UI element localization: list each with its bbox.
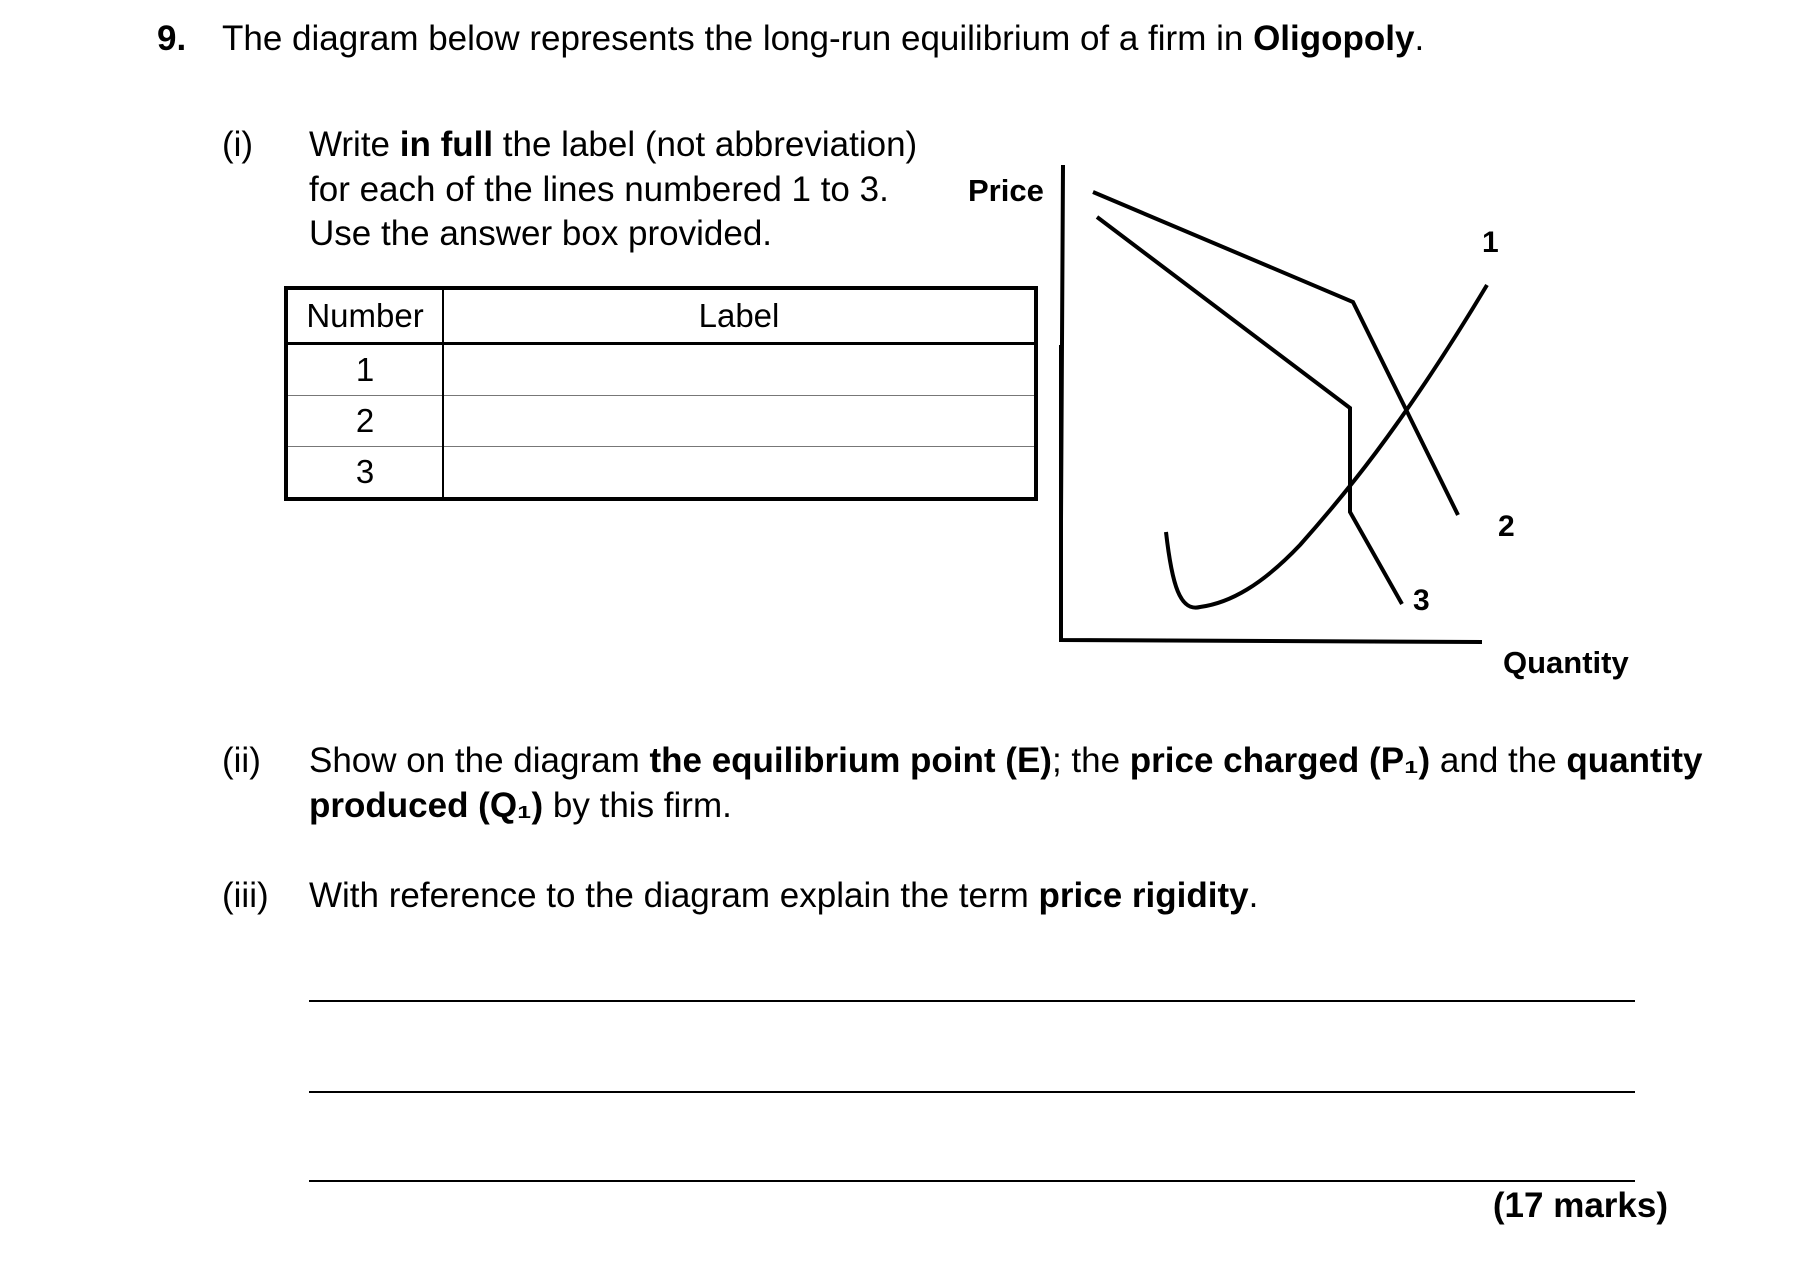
part-i-label: (i)	[222, 125, 254, 164]
row-number: 2	[286, 396, 443, 447]
curve-label-2: 2	[1498, 510, 1515, 543]
question-intro-end: .	[1414, 19, 1425, 58]
part-ii-bold-4: produced (Q₁)	[309, 786, 544, 825]
part-ii-bold-1: the equilibrium point (E)	[649, 741, 1052, 780]
curve-label-3: 3	[1413, 584, 1430, 617]
part-ii-text-1: Show on the diagram	[309, 741, 650, 780]
answer-line[interactable]	[309, 1180, 1635, 1182]
part-ii-text-4: by this firm.	[543, 786, 732, 825]
header-label: Label	[443, 288, 1036, 344]
part-i-line2: for each of the lines numbered 1 to 3.	[309, 170, 889, 209]
part-iii-line	[309, 875, 1258, 917]
part-i-line3: Use the answer box provided.	[309, 214, 773, 253]
part-ii-line1	[309, 740, 1703, 782]
curve-label-1: 1	[1482, 226, 1499, 259]
part-iii-bold-1: price rigidity	[1038, 876, 1249, 915]
row-number: 3	[286, 447, 443, 500]
part-ii-text-2: ; the	[1051, 741, 1130, 780]
part-i-line1-text: Write	[309, 125, 400, 164]
header-number: Number	[286, 288, 443, 344]
part-ii-bold-3: quantity	[1566, 741, 1703, 780]
row-number: 1	[286, 344, 443, 396]
part-iii-label: (iii)	[222, 876, 269, 915]
part-iii-text-2: .	[1248, 876, 1259, 915]
answer-line[interactable]	[309, 1091, 1635, 1093]
part-i-line1-end: the label (not abbreviation)	[493, 125, 918, 164]
curve-2	[1166, 285, 1487, 608]
y-axis-label: Price	[968, 173, 1044, 208]
part-i-line1-bold: in full	[399, 125, 494, 164]
answer-line[interactable]	[309, 1000, 1635, 1002]
x-axis-label: Quantity	[1503, 645, 1629, 680]
part-ii-label: (ii)	[222, 741, 261, 780]
part-ii-line2	[309, 785, 732, 827]
marks-total: (17 marks)	[1492, 1186, 1668, 1225]
part-ii-text-3: and the	[1430, 741, 1567, 780]
question-number: 9.	[157, 19, 187, 58]
part-iii-text-1: With reference to the diagram explain the term	[309, 876, 1039, 915]
curve-3	[1097, 217, 1402, 604]
question-intro-text: The diagram below represents the long-run equilibrium of a firm in	[222, 19, 1254, 58]
part-ii-bold-2: price charged (P₁)	[1129, 741, 1431, 780]
question-intro-bold: Oligopoly	[1253, 19, 1415, 58]
